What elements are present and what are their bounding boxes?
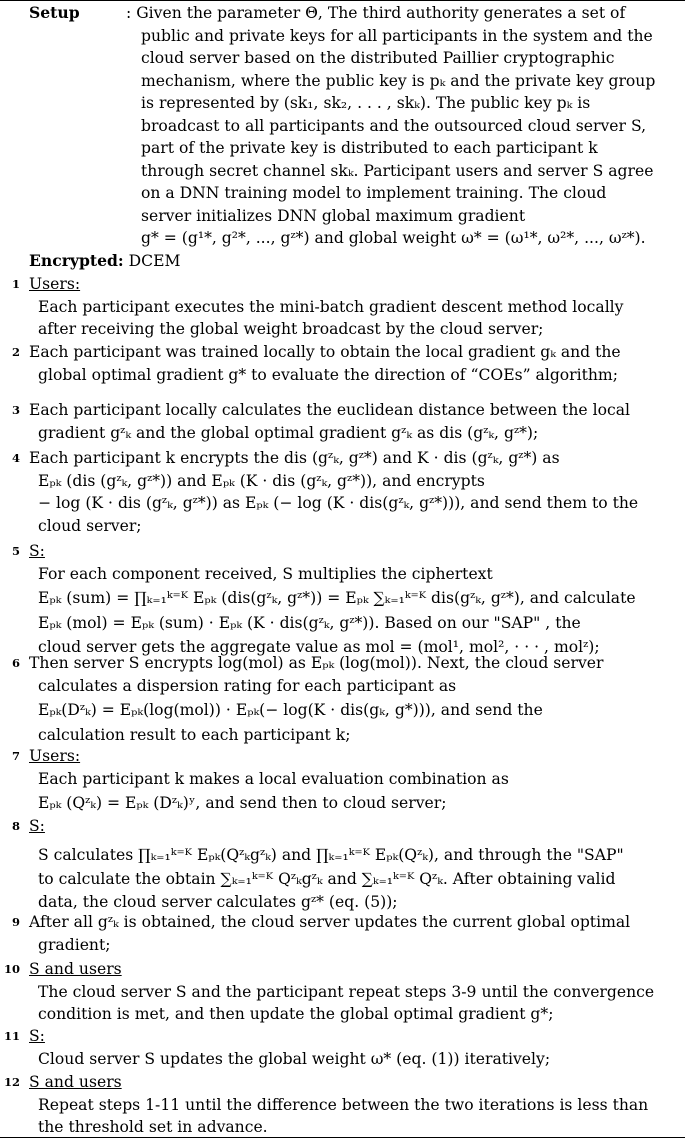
step-number: 12 xyxy=(3,1075,20,1089)
step-number: 4 xyxy=(11,451,20,465)
step-heading: S and users xyxy=(29,1073,122,1091)
setup-line: on a DNN training model to implement training. The cloud xyxy=(141,184,607,202)
setup-text xyxy=(126,2,685,250)
setup-line: mechanism, where the public key is pₖ and the private key group xyxy=(141,71,656,90)
step-text xyxy=(29,540,669,659)
step-number: 2 xyxy=(11,345,20,359)
step-line: calculation result to each participant k; xyxy=(38,725,351,744)
step-line: global optimal gradient g* to evaluate the direction of “COEs” algorithm; xyxy=(38,365,618,384)
step-line: Each participant locally calculates the euclidean distance between the local xyxy=(29,401,630,419)
step-number: 3 xyxy=(11,403,20,417)
step-heading: Users: xyxy=(29,275,81,293)
step-number: 5 xyxy=(11,544,20,558)
step-line: Eₚₖ (sum) = ∏ₖ₌₁ᵏ⁼ᴷ Eₚₖ (dis(gᶻₖ, gᶻ*)) = Eₚₖ ∑ₖ₌₁ᵏ⁼ᴷ dis(gᶻₖ, gᶻ*), and calculate xyxy=(38,589,636,607)
step-text xyxy=(29,815,669,913)
step-heading: S: xyxy=(29,1027,45,1045)
setup-line: cloud server based on the distributed Paillier cryptographic xyxy=(141,49,615,67)
step-line: condition is met, and then update the global optimal gradient g*; xyxy=(38,1005,554,1023)
step-line: cloud server gets the aggregate value as mol = (mol¹, mol², · · · , molᶻ); xyxy=(38,638,600,656)
step-line: Each participant was trained locally to obtain the local gradient gₖ and the xyxy=(29,343,621,361)
step-line: For each component received, S multiplies the ciphertext xyxy=(38,564,493,583)
setup-line: server initializes DNN global maximum gradient xyxy=(141,206,526,225)
step-line: Each participant executes the mini-batch gradient descent method locally xyxy=(38,297,624,316)
step-number: 1 xyxy=(11,277,20,291)
step-line: Cloud server S updates the global weight ω* (eq. (1)) iteratively; xyxy=(38,1049,551,1068)
step-text xyxy=(29,958,669,1026)
step-number: 9 xyxy=(11,915,20,929)
step-text xyxy=(29,273,669,341)
step-line: Then server S encrypts log(mol) as Eₚₖ (log(mol)). Next, the cloud server xyxy=(29,654,604,672)
step-number: 7 xyxy=(11,749,20,763)
encrypted-value: DCEM xyxy=(128,252,181,270)
setup-line: is represented by (sk₁, sk₂, . . . , skₖ). The public key pₖ is xyxy=(141,94,591,112)
step-line: Repeat steps 1-11 until the difference between the two iterations is less than xyxy=(38,1095,649,1114)
encrypted-line xyxy=(29,250,180,273)
step-heading: S: xyxy=(29,542,45,560)
step-line: cloud server; xyxy=(38,516,142,535)
step-line: Each participant k encrypts the dis (gᶻₖ, gᶻ*) and K · dis (gᶻₖ, gᶻ*) as xyxy=(29,449,560,467)
encrypted-label: Encrypted: xyxy=(29,251,124,270)
step-line: gradient; xyxy=(38,935,111,954)
setup-line: public and private keys for all participants in the system and the xyxy=(141,26,653,45)
step-heading: S: xyxy=(29,817,45,835)
step-line: Eₚₖ (Qᶻₖ) = Eₚₖ (Dᶻₖ)ʸ, and send then to cloud server; xyxy=(38,794,447,812)
step-line: After all gᶻₖ is obtained, the cloud server updates the current global optimal xyxy=(29,913,631,931)
step-line: the threshold set in advance. xyxy=(38,1118,268,1136)
step-line: calculates a dispersion rating for each participant as xyxy=(38,676,457,695)
step-heading: S and users xyxy=(29,960,122,978)
step-number: 10 xyxy=(3,962,20,976)
setup-line: : Given the parameter Θ, The third authority generates a set of xyxy=(126,4,626,22)
step-line: gradient gᶻₖ and the global optimal gradient gᶻₖ as dis (gᶻₖ, gᶻ*); xyxy=(38,423,539,442)
setup-label: Setup xyxy=(29,3,80,22)
step-text xyxy=(29,911,669,956)
setup-line: g* = (g¹*, g²*, ..., gᶻ*) and global weight ω* = (ω¹*, ω²*, ..., ωᶻ*). xyxy=(141,229,646,247)
step-text xyxy=(29,1071,669,1139)
step-text xyxy=(29,341,669,386)
step-text xyxy=(29,745,669,815)
setup-line: broadcast to all participants and the outsourced cloud server S, xyxy=(141,116,647,135)
step-number: 6 xyxy=(11,656,20,670)
step-text xyxy=(29,399,669,444)
setup-line: part of the private key is distributed to each participant k xyxy=(141,139,598,157)
step-text xyxy=(29,1025,669,1070)
step-line: Eₚₖ (mol) = Eₚₖ (sum) · Eₚₖ (K · dis(gᶻₖ, gᶻ*)). Based on our "SAP" , the xyxy=(38,613,581,632)
step-line: Eₚₖ(Dᶻₖ) = Eₚₖ(log(mol)) · Eₚₖ(− log(K · dis(gₖ, g*))), and send the xyxy=(38,701,543,719)
step-line: data, the cloud server calculates gᶻ* (eq. (5)); xyxy=(38,892,398,911)
step-line: − log (K · dis (gᶻₖ, gᶻ*)) as Eₚₖ (− log (K · dis(gᶻₖ, gᶻ*))), and send them to the xyxy=(38,494,639,512)
step-text xyxy=(29,652,669,746)
step-heading: Users: xyxy=(29,747,81,765)
step-number: 11 xyxy=(3,1029,20,1043)
step-text xyxy=(29,447,669,537)
step-line: Eₚₖ (dis (gᶻₖ, gᶻ*)) and Eₚₖ (K · dis (gᶻₖ, gᶻ*)), and encrypts xyxy=(38,471,485,490)
step-line: to calculate the obtain ∑ₖ₌₁ᵏ⁼ᴷ Qᶻₖgᶻₖ and ∑ₖ₌₁ᵏ⁼ᴷ Qᶻₖ. After obtaining valid xyxy=(38,870,616,888)
step-line: S calculates ∏ₖ₌₁ᵏ⁼ᴷ Eₚₖ(Qᶻₖgᶻₖ) and ∏ₖ₌₁ᵏ⁼ᴷ Eₚₖ(Qᶻₖ), and through the "SAP" xyxy=(38,845,624,864)
step-line: after receiving the global weight broadcast by the cloud server; xyxy=(38,320,544,338)
step-line: The cloud server S and the participant repeat steps 3-9 until the convergence xyxy=(38,982,655,1001)
step-line: Each participant k makes a local evaluation combination as xyxy=(38,769,509,788)
step-number: 8 xyxy=(11,819,20,833)
setup-line: through secret channel skₖ. Participant users and server S agree xyxy=(141,161,654,180)
